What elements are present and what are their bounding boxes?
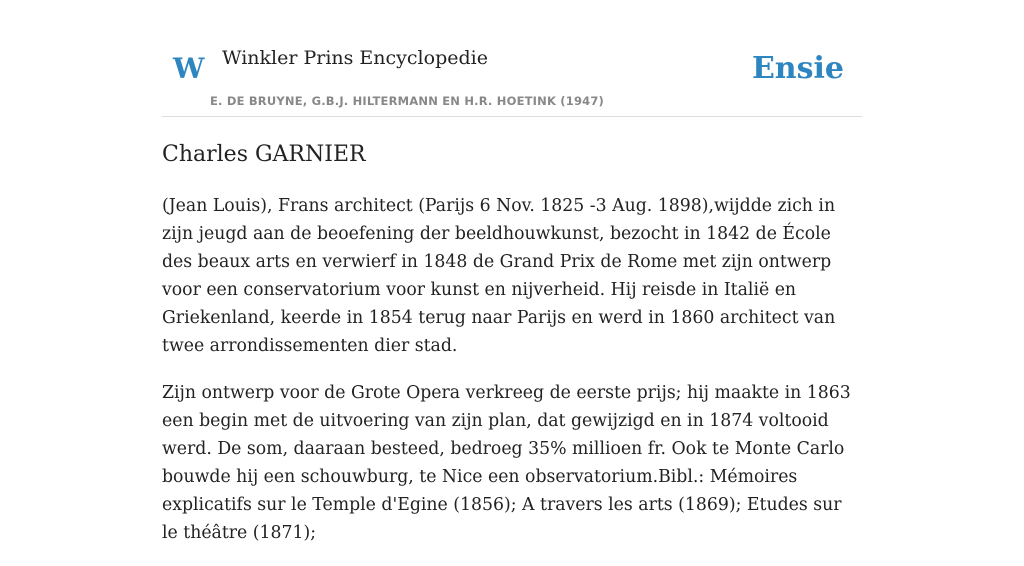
winkler-prins-logo[interactable]: W	[173, 52, 205, 85]
article-body	[162, 192, 857, 566]
book-title[interactable]: Winkler Prins Encyclopedie	[222, 47, 488, 69]
article-title: Charles GARNIER	[162, 142, 366, 167]
article-paragraph: Zijn ontwerp voor de Grote Opera verkreeg de eerste prijs; hij maakte in 1863 een begin met de uitvoering van zijn plan, dat gewijzigd en in 1874 voltooid werd. De som, daaraan besteed, bedroeg 35% millioen fr. Ook te Monte Carlo bouwde hij een schouwburg, te Nice een observatorium.Bibl.: Mémoires explicatifs sur le Temple d'Egine (1856); A travers les arts (1869); Etudes sur le théâtre (1871);	[162, 383, 851, 543]
article-paragraph: (Jean Louis), Frans architect (Parijs 6 Nov. 1825 -3 Aug. 1898),wijdde zich in zijn jeugd aan de beoefening der beeldhouwkunst, bezocht in 1842 de École des beaux arts en verwierf in 1848 de Grand Prix de Rome met zijn ontwerp voor een conservatorium voor kunst en nijverheid. Hij reisde in Italië en Griekenland, keerde in 1854 terug naar Parijs en werd in 1860 architect van twee arrondissementen dier stad.	[162, 196, 836, 356]
ensie-brand-logo[interactable]: Ensie	[751, 51, 844, 86]
book-authors: E. DE BRUYNE, G.B.J. HILTERMANN EN H.R. HOETINK (1947)	[210, 94, 605, 108]
page-header	[162, 0, 862, 117]
